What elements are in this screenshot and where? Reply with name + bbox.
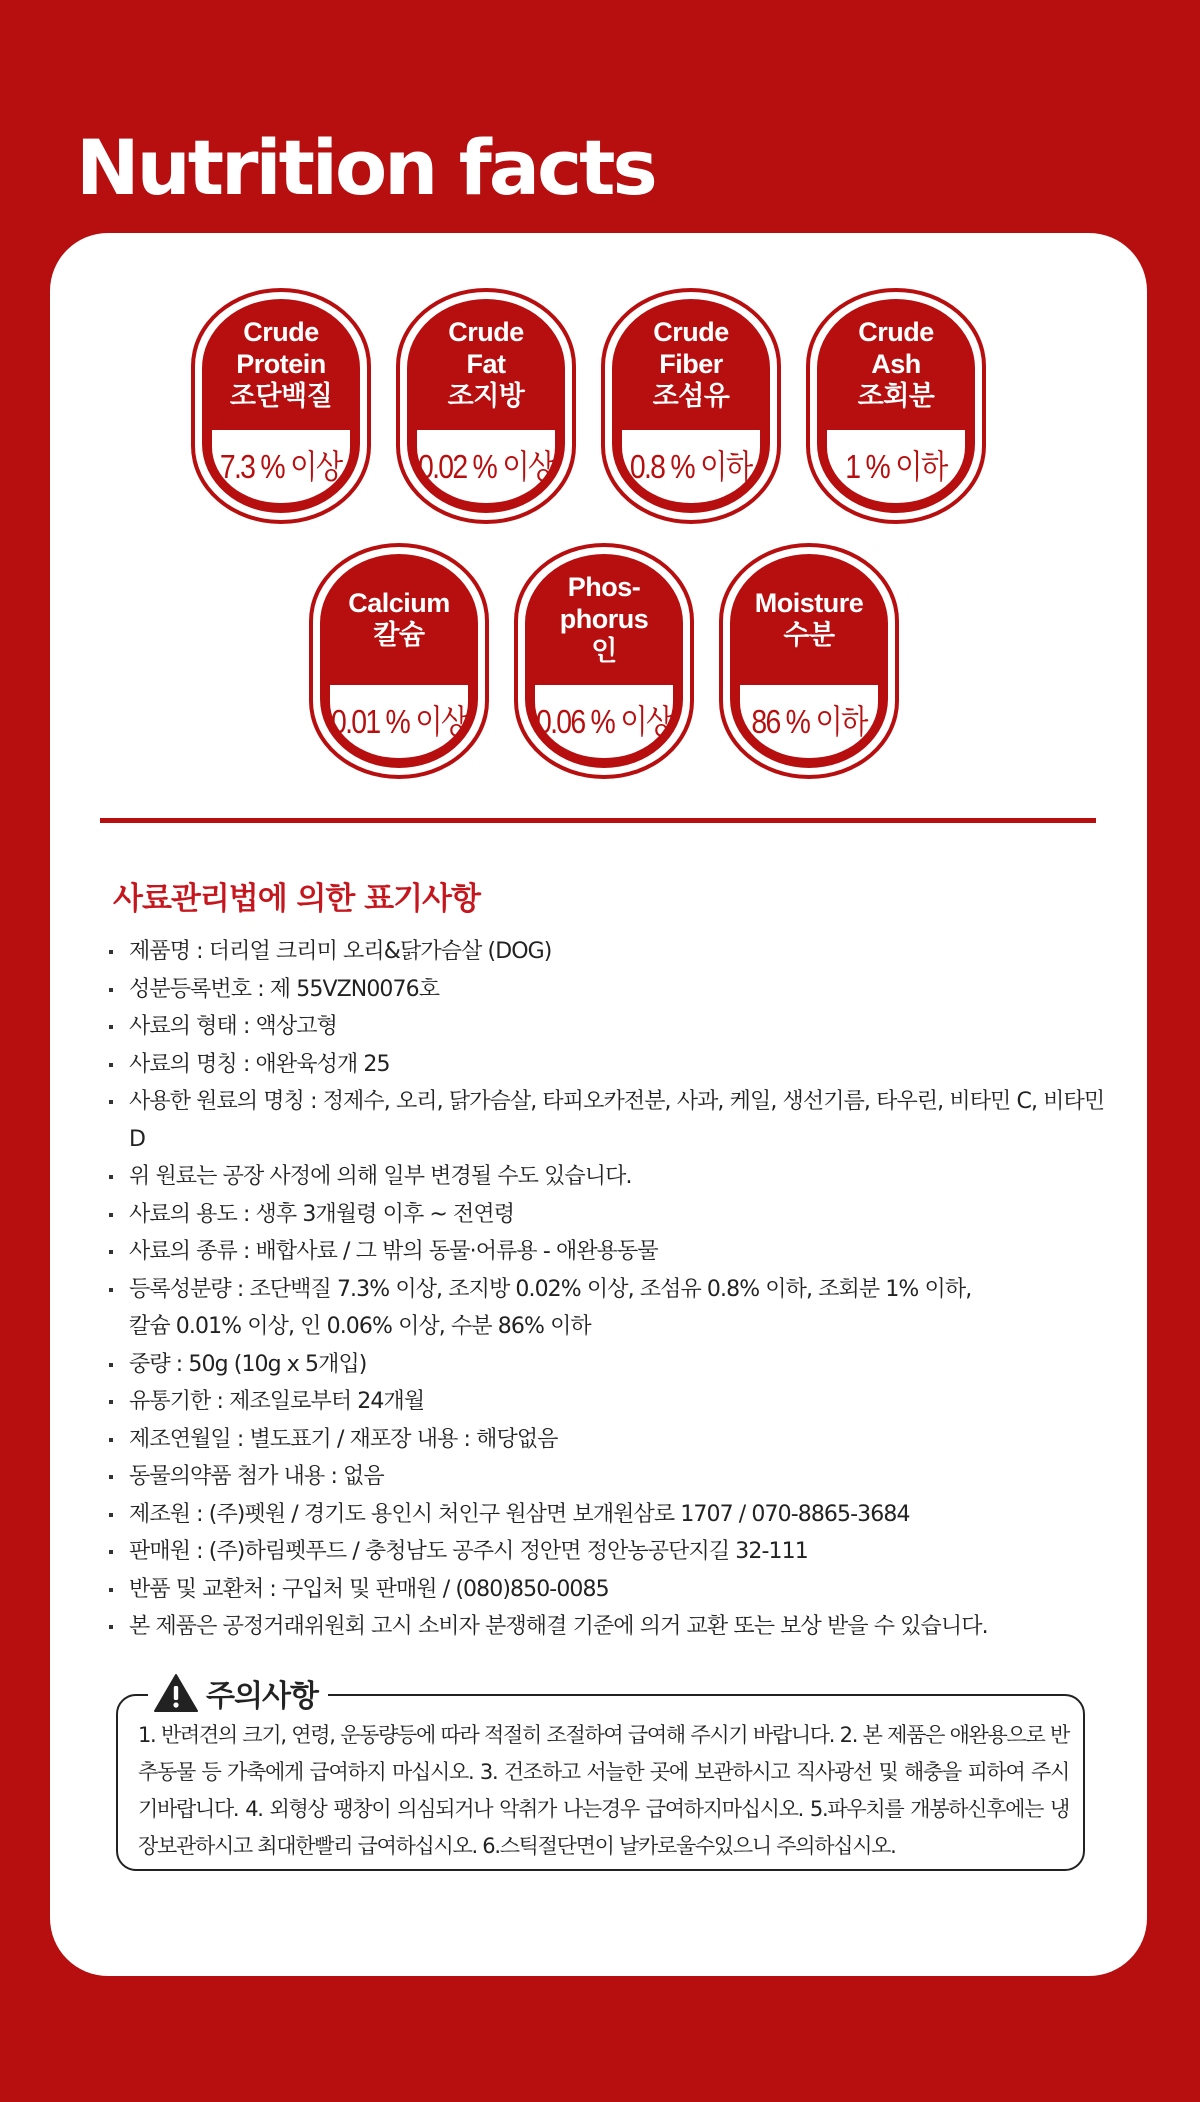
nutrient-badge-crude-protein bbox=[191, 288, 371, 524]
nutrient-label: Crude Fat 조지방 bbox=[447, 317, 525, 411]
list-item: 사료의 형태 : 액상고형 bbox=[106, 1008, 1126, 1046]
list-item: 제조연월일 : 별도표기 / 재포장 내용 : 해당없음 bbox=[106, 1421, 1126, 1459]
list-item: 사료의 명칭 : 애완육성개 25 bbox=[106, 1046, 1126, 1084]
nutrient-value: 7.3 % 이상 bbox=[220, 448, 342, 485]
nutrient-value: 86 % 이하 bbox=[751, 703, 867, 740]
nutrient-label: Moisture 수분 bbox=[754, 588, 864, 650]
list-item: 위 원료는 공장 사정에 의해 일부 변경될 수도 있습니다. bbox=[106, 1158, 1126, 1196]
list-item: 등록성분량 : 조단백질 7.3% 이상, 조지방 0.02% 이상, 조섬유 0.8% 이하, 조회분 1% 이하, 칼슘 0.01% 이상, 인 0.06% 이상, 수분 86% 이하 bbox=[106, 1271, 1126, 1346]
nutrient-label: Crude Fiber 조섬유 bbox=[652, 317, 730, 411]
nutrient-value: 0.8 % 이하 bbox=[630, 448, 752, 485]
section-divider bbox=[100, 818, 1096, 823]
nutrient-value: 0.02 % 이상 bbox=[418, 448, 554, 485]
nutrient-label: Calcium 칼슘 bbox=[348, 588, 450, 650]
nutrient-label: Crude Ash 조회분 bbox=[857, 317, 935, 411]
list-item: 사료의 용도 : 생후 3개월령 이후 ~ 전연령 bbox=[106, 1196, 1126, 1234]
nutrient-value: 1 % 이하 bbox=[845, 448, 947, 485]
list-item: 유통기한 : 제조일로부터 24개월 bbox=[106, 1383, 1126, 1421]
list-item: 본 제품은 공정거래위원회 고시 소비자 분쟁해결 기준에 의거 교환 또는 보상 받을 수 있습니다. bbox=[106, 1608, 1126, 1646]
nutrient-value: 0.01 % 이상 bbox=[331, 703, 467, 740]
caution-header bbox=[148, 1668, 328, 1718]
list-item: 반품 및 교환처 : 구입처 및 판매원 / (080)850-0085 bbox=[106, 1571, 1126, 1609]
warning-icon bbox=[154, 1673, 198, 1713]
list-item: 성분등록번호 : 제 55VZN0076호 bbox=[106, 971, 1126, 1009]
nutrient-badge-calcium bbox=[309, 543, 489, 779]
nutrient-label: Phos- phorus 인 bbox=[559, 572, 649, 666]
page-title: Nutrition facts bbox=[76, 123, 655, 212]
nutrient-value: 0.06 % 이상 bbox=[536, 703, 672, 740]
list-item: 동물의약품 첨가 내용 : 없음 bbox=[106, 1458, 1126, 1496]
labeling-section-title: 사료관리법에 의한 표기사항 bbox=[113, 881, 480, 917]
caution-box bbox=[116, 1679, 1085, 1871]
nutrient-label: Crude Protein 조단백질 bbox=[229, 317, 333, 411]
labeling-list bbox=[106, 933, 1126, 1646]
nutrient-badge-moisture bbox=[719, 543, 899, 779]
caution-text: 1. 반려견의 크기, 연령, 운동량등에 따라 적절히 조절하여 급여해 주시기 바랍니다. 2. 본 제품은 애완용으로 반추동물 등 가축에게 급여하지 마십시오. 3. 건조하고 서늘한 곳에 보관하시고 직사광선 및 해충을 피하여 주시기바랍니다. 4. 외형상 팽창이 의심되거나 악취가 나는경우 급여하지마십시오. 5.파우치를 개봉하신후에는 냉장보관하시고 최대한빨리 급여하십시오. 6.스틱절단면이 날카로울수있으니 주의하십시오. bbox=[138, 1723, 1069, 1858]
list-item: 사료의 종류 : 배합사료 / 그 밖의 동물·어류용 - 애완용동물 bbox=[106, 1233, 1126, 1271]
nutrient-badge-phosphorus bbox=[514, 543, 694, 779]
list-item: 제품명 : 더리얼 크리미 오리&닭가슴살 (DOG) bbox=[106, 933, 1126, 971]
list-item: 판매원 : (주)하림펫푸드 / 충청남도 공주시 정안면 정안농공단지길 32-111 bbox=[106, 1533, 1126, 1571]
nutrient-badge-crude-fat bbox=[396, 288, 576, 524]
nutrient-badge-crude-fiber bbox=[601, 288, 781, 524]
list-item: 제조원 : (주)펫원 / 경기도 용인시 처인구 원삼면 보개원삼로 1707 / 070-8865-3684 bbox=[106, 1496, 1126, 1534]
nutrient-badge-crude-ash bbox=[806, 288, 986, 524]
caution-title: 주의사항 bbox=[206, 1679, 318, 1714]
list-item: 중량 : 50g (10g x 5개입) bbox=[106, 1346, 1126, 1384]
list-item: 사용한 원료의 명칭 : 정제수, 오리, 닭가슴살, 타피오카전분, 사과, 케일, 생선기름, 타우린, 비타민 C, 비타민 D bbox=[106, 1083, 1126, 1158]
